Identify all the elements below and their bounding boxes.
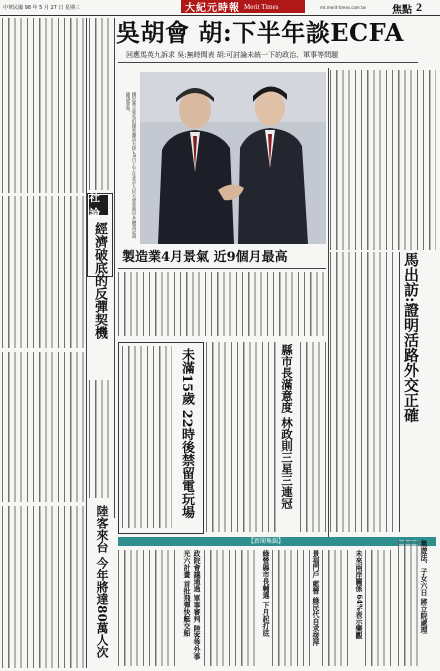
brief-item-2: 政院會議通過 軍事審判 陸客等外事 — [193, 550, 202, 660]
lead-photo — [140, 72, 326, 244]
side-text — [330, 252, 398, 532]
handshake-photo-icon — [140, 72, 326, 244]
lead-headline: 吳胡會 胡:下半年談ECFA — [116, 18, 404, 47]
brief-item-4: 景福門戶 藍營 綠民代自求接萍 — [312, 550, 321, 646]
brief-text-2 — [204, 550, 260, 666]
editorial-title: 經濟破底的反彈契機 — [92, 222, 107, 339]
city-text-right — [300, 342, 326, 532]
brief-item-1: 光六計畫 首批飛彈快艇交船 — [183, 550, 192, 637]
tourism-headline: 陸客來台 今年將達80萬人次 — [95, 505, 109, 658]
city-text — [206, 342, 276, 532]
issue-date: 中華民國 98 年 5 月 27 日 星期三 — [3, 5, 81, 11]
economy-headline: 製造業4月景氣 近9個月最高 — [122, 250, 288, 265]
brief-text-5 — [365, 550, 395, 666]
site-url: mt.merit-times.com.tw — [320, 5, 366, 10]
column-divider — [114, 18, 115, 518]
column-divider — [399, 252, 400, 532]
section-name: 焦點 — [392, 5, 412, 16]
column-text-left-bottom — [2, 506, 84, 668]
city-headline: 縣市長滿意度 林政則三星三連冠 — [280, 344, 294, 510]
masthead — [0, 0, 440, 16]
column-text-left-low — [2, 352, 84, 502]
column-divider — [86, 18, 87, 668]
logo-english: Merit Times — [244, 2, 279, 11]
brief-text-1 — [118, 550, 180, 666]
feature-headline: 未滿15歲 22時後禁留電玩場 — [179, 348, 194, 519]
column-divider — [328, 68, 329, 538]
editorial-text-top — [89, 18, 113, 190]
news-brief-title: 【新聞集錦】 — [248, 538, 285, 545]
brief-item-3: 綠營縣市長輔選 下月起打底 — [262, 550, 271, 637]
editorial-tag: 社論 — [89, 195, 108, 215]
page-number: 2 — [416, 0, 422, 14]
lead-subhead: 回應馬英九訴求 吳:無時間表 胡:可討論未統一下的政治、軍事等問題 — [126, 51, 339, 59]
brief-text-4 — [322, 550, 352, 666]
headline-rule — [118, 62, 418, 63]
newspaper-logo — [181, 0, 305, 13]
economy-text — [118, 272, 326, 336]
logo-chinese: 大紀元時報 — [185, 3, 240, 14]
column-text-left-top — [2, 18, 84, 193]
brief-item-5: 未來兩岸關係 64%表示樂觀 — [355, 550, 364, 639]
brief-text-3 — [272, 550, 310, 666]
headline-rule — [118, 268, 326, 269]
feature-text — [122, 346, 172, 528]
brief-text-6 — [398, 540, 418, 666]
side-headline: 馬出訪:證明活路外交正確 — [402, 252, 420, 423]
column-text-left-mid — [2, 196, 84, 348]
lead-text-right — [330, 70, 436, 250]
editorial-text-bottom — [89, 380, 113, 498]
brief-item-6: 集遊法、子女六日 將立院處理 — [420, 540, 429, 634]
photo-caption: 國民黨主席吳伯雄率團訪大陸,26日上午在北京人民大會堂與中共總書記胡錦濤會面。 — [125, 92, 136, 239]
